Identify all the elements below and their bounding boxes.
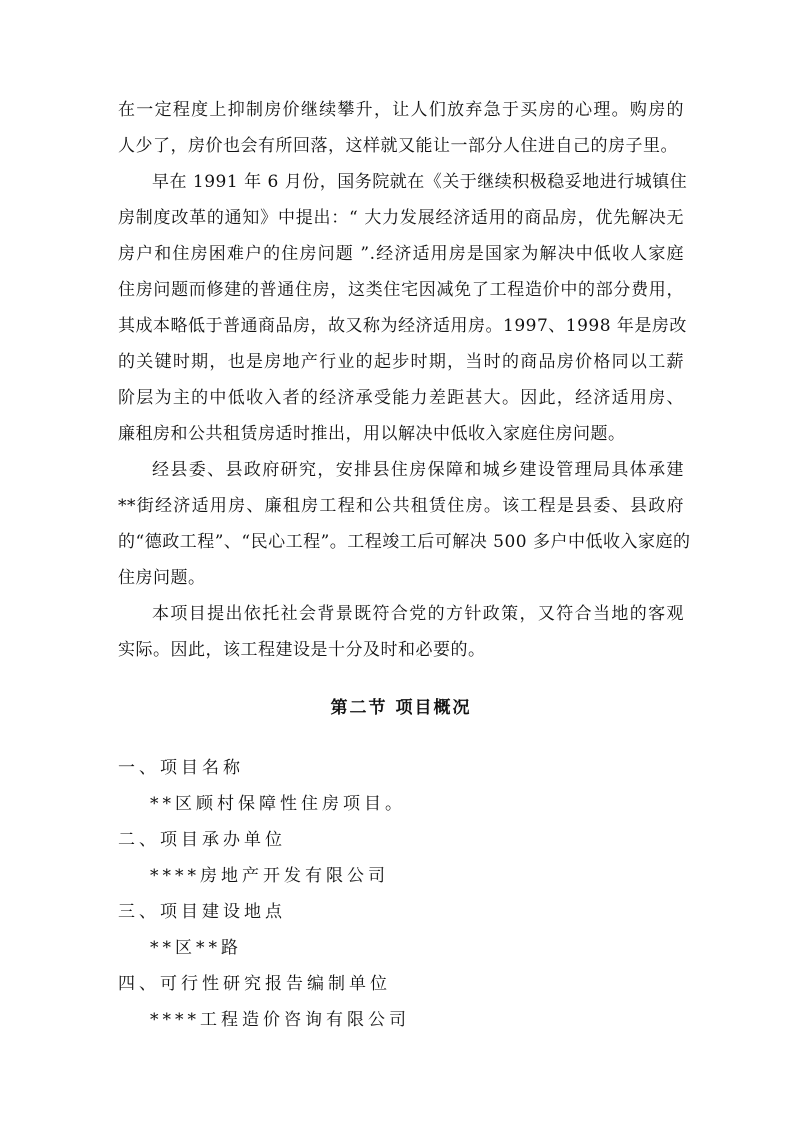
text-line: 房户和住房困难户的住房问题 ”.经济适用房是国家为解决中低收人家庭 [118, 244, 684, 264]
text-line: 其成本略低于普通商品房，故又称为经济适用房。1997、1998 年是房改 [118, 316, 687, 336]
document-page [118, 92, 691, 1038]
text-line: 房制度改革的通知》中提出：“ 大力发展经济适用的商品房，优先解决无 [118, 208, 684, 228]
item-title-undertaking-unit: 二、项目承办单位 [118, 830, 286, 850]
text-line: 阶层为主的中低收入者的经济承受能力差距甚大。因此，经济适用房、 [118, 388, 684, 408]
paragraph-history [118, 164, 688, 452]
text-line: 经县委、县政府研究，安排县住房保障和城乡建设管理局具体承建 [152, 460, 684, 480]
text-line: 实际。因此，该工程建设是十分及时和必要的。 [118, 640, 486, 660]
text-line: 廉租房和公共租赁房适时推出，用以解决中低收入家庭住房问题。 [118, 424, 626, 444]
text-line: 的“德政工程”、“民心工程”。工程竣工后可解决 500 多户中低收入家庭的 [118, 532, 691, 552]
item-title-report-compiler: 四、可行性研究报告编制单位 [118, 974, 391, 994]
text-line: 本项目提出依托社会背景既符合党的方针政策，又符合当地的客观 [152, 604, 684, 624]
project-overview-list [118, 750, 684, 1038]
text-line: 在一定程度上抑制房价继续攀升，让人们放弃急于买房的心理。购房的 [118, 100, 684, 120]
text-line: 住房问题。 [118, 568, 206, 588]
text-line: **街经济适用房、廉租房工程和公共租赁住房。该工程是县委、县政府 [118, 496, 684, 516]
text-line: 的关键时期，也是房地产行业的起步时期，当时的商品房价格同以工薪 [118, 352, 684, 372]
item-value-project-name: **区顾村保障性住房项目。 [150, 794, 406, 814]
section-heading: 第二节 项目概况 [330, 698, 472, 718]
paragraph-county-decision [118, 452, 691, 596]
text-line: 人少了，房价也会有所回落，这样就又能让一部分人住进自己的房子里。 [118, 136, 678, 156]
text-line: 住房问题而修建的普通住房，这类住宅因减免了工程造价中的部分费用， [118, 280, 684, 300]
item-title-project-name: 一、项目名称 [118, 758, 244, 778]
text-line: 早在 1991 年 6 月份，国务院就在《关于继续积极稳妥地进行城镇住 [152, 172, 688, 192]
item-value-undertaking-unit: ****房地产开发有限公司 [150, 866, 389, 886]
item-value-construction-site: **区**路 [150, 938, 242, 958]
paragraph-continuation [118, 92, 684, 164]
item-title-construction-site: 三、项目建设地点 [118, 902, 286, 922]
paragraph-conclusion [118, 596, 684, 668]
item-value-report-compiler: ****工程造价咨询有限公司 [150, 1010, 410, 1030]
